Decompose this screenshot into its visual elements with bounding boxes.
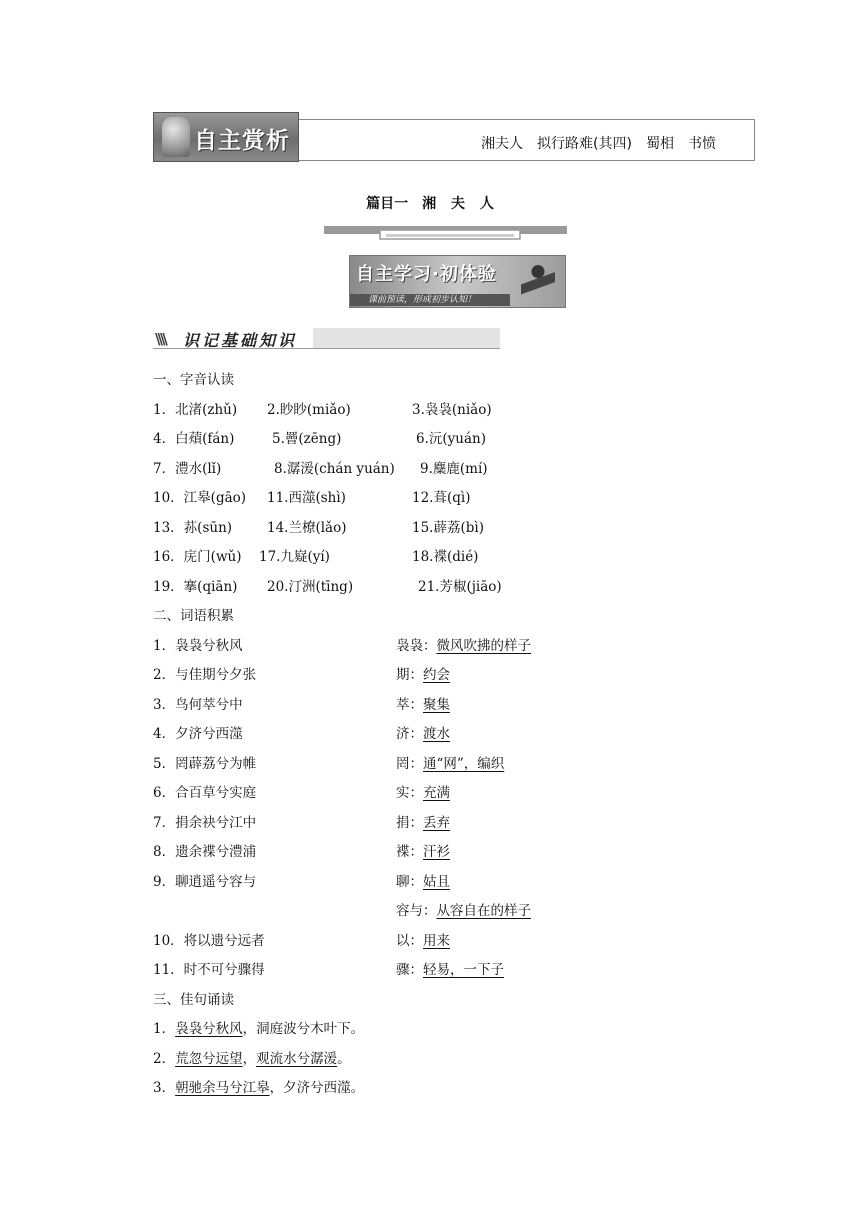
vocab-term: 容与：: [396, 903, 437, 919]
vocab-meaning: 充满: [423, 785, 450, 801]
pron-item: 3.袅袅(niǎo): [412, 402, 492, 418]
pron-item: 12.葺(qì): [412, 490, 471, 506]
vocab-phrase: 7．捐余袂兮江中: [153, 815, 257, 831]
vocab-phrase: 5．罔薜荔兮为帷: [153, 756, 257, 772]
vocab-meaning: 姑且: [423, 874, 450, 890]
vocab-phrase: 8．遗余褋兮澧浦: [153, 844, 257, 860]
vocab-gloss: [396, 961, 504, 979]
vocab-meaning: 轻易，一下子: [423, 962, 504, 978]
vocab-meaning: 通“网”，编织: [423, 756, 505, 772]
sub-heading: [153, 328, 500, 349]
vocab-meaning: 用来: [423, 933, 450, 949]
vocab-gloss: [396, 814, 450, 832]
vocab-gloss: [396, 725, 450, 743]
vocab-meaning: 聚集: [423, 697, 450, 713]
vocab-term: 以：: [396, 933, 423, 949]
pron-item: 14.兰橑(lǎo): [267, 520, 347, 536]
vocab-gloss: [396, 902, 531, 920]
vocab-term: 实：: [396, 785, 423, 801]
verse-highlight: 袅袅兮秋风: [175, 1021, 243, 1037]
pron-item: 20.汀洲(tīng): [267, 579, 354, 595]
pron-item: 9.麋鹿(mí): [420, 461, 488, 477]
verse-line: [153, 1050, 351, 1068]
part3-heading: 三、佳句诵读: [153, 992, 234, 1008]
pron-item: 7．澧水(lǐ): [153, 461, 222, 477]
pron-item: 4．白薠(fán): [153, 431, 235, 447]
slashes-icon: \\\\: [155, 330, 165, 348]
verse-highlight: 观流水兮潺湲: [256, 1051, 338, 1067]
vocab-term: 骤：: [396, 962, 423, 978]
pron-item: 19．搴(qiān): [153, 579, 238, 595]
vocab-meaning: 约会: [423, 667, 450, 683]
vocab-term: 聊：: [396, 874, 423, 890]
decorative-divider: [324, 226, 567, 240]
study-banner: [349, 255, 566, 308]
runner-icon: [521, 264, 555, 302]
vocab-phrase: 4．夕济兮西澨: [153, 726, 243, 742]
vocab-phrase: 3．鸟何萃兮中: [153, 697, 243, 713]
pron-item: 15.薜荔(bì): [412, 520, 484, 536]
vocab-meaning: 丢弃: [423, 815, 450, 831]
vocab-phrase: 9．聊逍遥兮容与: [153, 874, 257, 890]
vocab-gloss: [396, 784, 450, 802]
verse-line: [153, 1020, 364, 1038]
vocab-term: 袅袅：: [396, 638, 437, 654]
pron-item: 2.眇眇(miǎo): [267, 402, 351, 418]
vocab-meaning: 汗衫: [423, 844, 450, 860]
section-title: [0, 193, 860, 213]
header-subtitle: 湘夫人 拟行路难(其四) 蜀相 书愤: [481, 136, 716, 152]
vocab-meaning: 从容自在的样子: [436, 903, 531, 919]
pron-item: 5.罾(zēng): [272, 431, 342, 447]
pron-item: 18.褋(dié): [412, 549, 479, 565]
vocab-gloss: [396, 666, 450, 684]
pron-item: 17.九嶷(yí): [259, 549, 330, 565]
vocab-gloss: [396, 696, 450, 714]
verse-number: 1．: [153, 1021, 176, 1037]
sub-heading-text: 识记基础知识: [183, 331, 298, 350]
vocab-term: 期：: [396, 667, 423, 683]
vocab-meaning: 微风吹拂的样子: [436, 638, 531, 654]
pron-item: 1．北渚(zhǔ): [153, 402, 238, 418]
header-subtitle-box: [299, 119, 755, 161]
vocab-term: 捐：: [396, 815, 423, 831]
pron-item: 16．庑门(wǔ): [153, 549, 242, 565]
seal-icon: [162, 117, 190, 157]
pron-item: 11.西澨(shì): [267, 490, 346, 506]
part1-heading: 一、字音认读: [153, 372, 234, 388]
part2-heading: 二、词语积累: [153, 608, 234, 624]
study-banner-title: 自主学习·初体验: [356, 264, 497, 285]
pron-item: 21.芳椒(jiāo): [418, 579, 502, 595]
vocab-phrase: 10．将以遗兮远者: [153, 933, 265, 949]
pron-item: 8.潺湲(chán yuán): [274, 461, 395, 477]
vocab-term: 罔：: [396, 756, 423, 772]
vocab-term: 济：: [396, 726, 423, 742]
vocab-gloss: [396, 637, 531, 655]
verse-highlight: 荒忽兮远望: [175, 1051, 243, 1067]
vocab-term: 萃：: [396, 697, 423, 713]
vocab-phrase: 6．合百草兮实庭: [153, 785, 257, 801]
vocab-gloss: [396, 873, 450, 891]
pron-item: 13．荪(sūn): [153, 520, 233, 536]
study-banner-subtitle: 课前预读，形成初步认知！: [368, 295, 477, 305]
verse-rest: ，夕济兮西澨。: [269, 1080, 365, 1096]
verse-number: 2．: [153, 1051, 176, 1067]
vocab-phrase: 11．时不可兮骤得: [153, 962, 265, 978]
verse-number: 3．: [153, 1080, 176, 1096]
section-logo: [153, 112, 299, 162]
vocab-gloss: [396, 755, 504, 773]
pron-item: 10．江皋(gāo): [153, 490, 247, 506]
vocab-phrase: 2．与佳期兮夕张: [153, 667, 257, 683]
header-banner: [153, 112, 755, 162]
pron-item: 6.沅(yuán): [416, 431, 486, 447]
verse-rest: 。: [337, 1051, 351, 1067]
vocab-term: 褋：: [396, 844, 423, 860]
vocab-gloss: [396, 843, 450, 861]
logo-text: 自主赏析: [194, 128, 290, 154]
verse-highlight: 朝驰余马兮江皋: [175, 1080, 270, 1096]
verse-rest: ，: [242, 1051, 257, 1067]
verse-rest: ，洞庭波兮木叶下。: [242, 1021, 365, 1037]
vocab-phrase: 1．袅袅兮秋风: [153, 638, 243, 654]
verse-line: [153, 1079, 364, 1097]
vocab-meaning: 渡水: [423, 726, 450, 742]
vocab-gloss: [396, 932, 450, 950]
section-title-text: 篇目一 湘 夫 人: [366, 196, 494, 212]
